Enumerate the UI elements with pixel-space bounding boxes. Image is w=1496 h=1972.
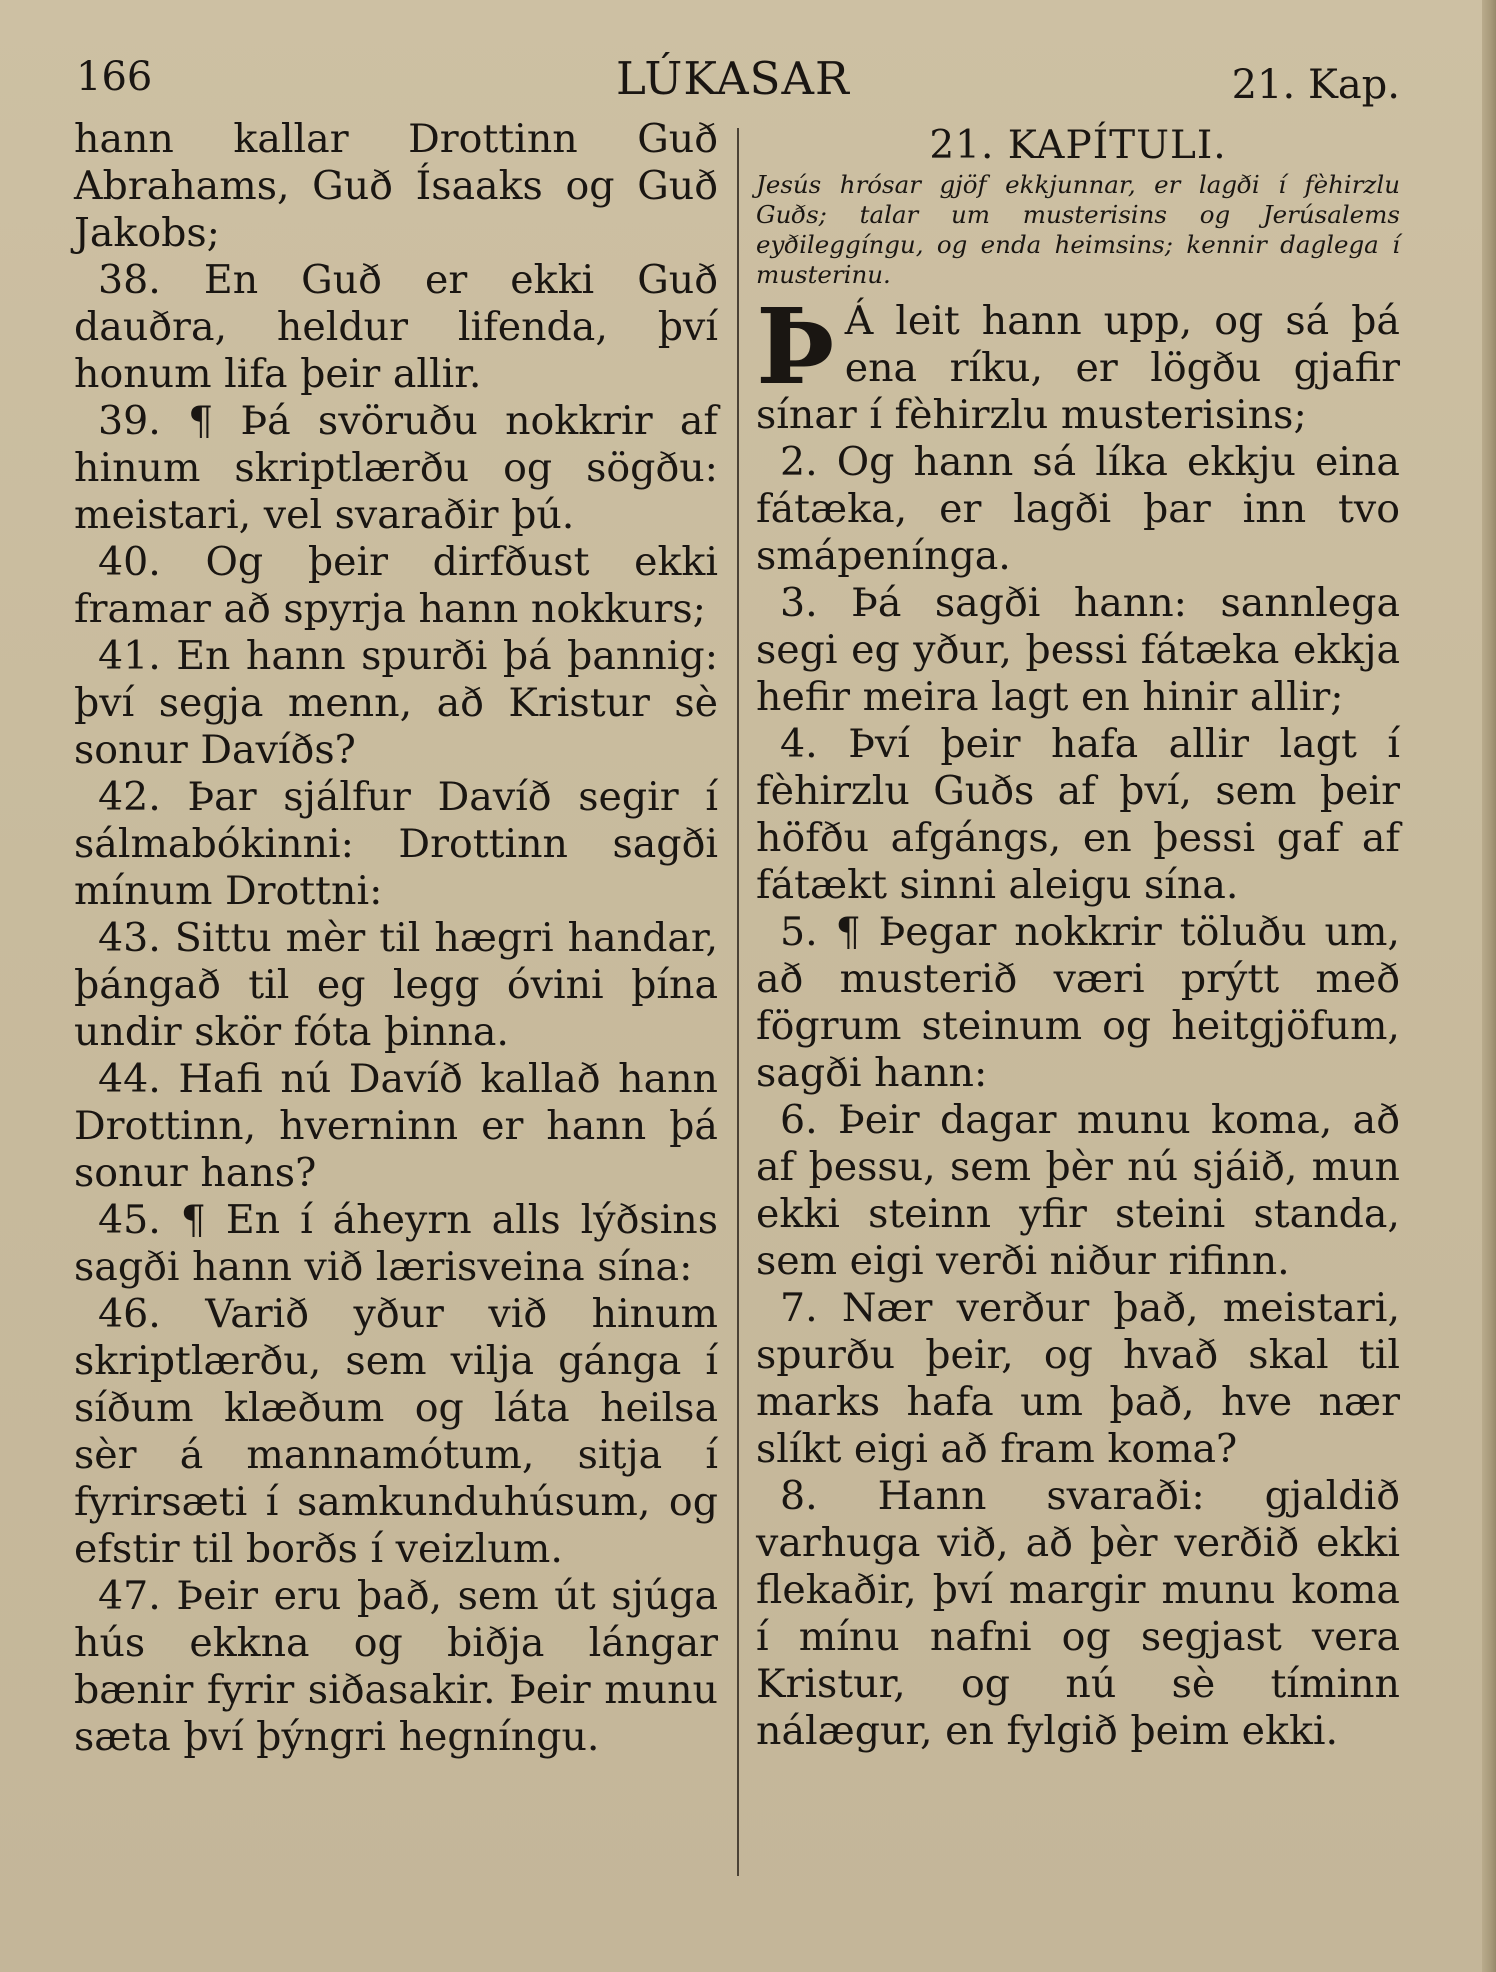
verse-2: 2. Og hann sá líka ekkju eina fátæka, er lagði þar inn tvo smápenínga. [756,439,1400,579]
verse-5: 5. ¶ Þegar nokkrir töluðu um, að musterið væri prýtt með fögrum steinum og heitgjöfum, sagði hann: [756,909,1400,1096]
verse-37-continuation: hann kallar Drottinn Guð Abrahams, Guð Ísaaks og Guð Jakobs; [74,116,718,256]
drop-cap: Þ [756,285,835,408]
page-edge [1482,0,1496,1972]
verse-39: 39. ¶ Þá svöruðu nokkrir af hinum skriptlærðu og sögðu: meistari, vel svaraðir þú. [74,398,718,538]
verse-1 [756,285,1400,439]
verse-45: 45. ¶ En í áheyrn alls lýðsins sagði hann við lærisveina sína: [74,1197,718,1290]
verse-3: 3. Þá sagði hann: sannlega segi eg yður, þessi fátæka ekkja hefir meira lagt en hinir allir; [756,580,1400,720]
chapter-summary: Jesús hrósar gjöf ekkjunnar, er lagði í fèhirzlu Guðs; talar um musterisins og Jerúsalems eyðileggíngu, og enda heimsins; kennir daglega í musterinu. [756,170,1400,289]
verse-1-text: Á leit hann upp, og sá þá ena ríku, er lögðu gjafir sínar í fèhirzlu musterisins; [756,298,1400,438]
right-column [756,116,1400,1755]
verse-44: 44. Hafi nú Davíð kallað hann Drottinn, hverninn er hann þá sonur hans? [74,1056,718,1196]
verse-8: 8. Hann svaraði: gjaldið varhuga við, að þèr verðið ekki flekaðir, því margir munu koma í mínu nafni og segjast vera Kristur, og nú sè tíminn nálægur, en fylgið þeim ekki. [756,1473,1400,1754]
verse-6: 6. Þeir dagar munu koma, að af þessu, sem þèr nú sjáið, mun ekki steinn yfir steini standa, sem eigi verði niður rifinn. [756,1097,1400,1284]
verse-46: 46. Varið yður við hinum skriptlærðu, sem vilja gánga í síðum klæðum og láta heilsa sèr á mannamótum, sitja í fyrirsæti í samkunduhúsum, og efstir til borðs í veizlum. [74,1291,718,1572]
verse-43: 43. Sittu mèr til hægri handar, þángað til eg legg óvini þína undir skör fóta þinna. [74,915,718,1055]
book-title: LÚKASAR [616,52,850,105]
verse-40: 40. Og þeir dirfðust ekki framar að spyrja hann nokkurs; [74,539,718,632]
running-header [76,48,1400,114]
verse-41: 41. En hann spurði þá þannig: því segja menn, að Kristur sè sonur Davíðs? [74,633,718,773]
verse-42: 42. Þar sjálfur Davíð segir í sálmabókinni: Drottinn sagði mínum Drottni: [74,774,718,914]
verse-7: 7. Nær verður það, meistari, spurðu þeir, og hvað skal til marks hafa um það, hve nær slíkt eigi að fram koma? [756,1285,1400,1472]
verse-38: 38. En Guð er ekki Guð dauðra, heldur lifenda, því honum lifa þeir allir. [74,257,718,397]
chapter-reference: 21. Kap. [1231,62,1400,108]
left-column [74,116,718,1761]
verse-4: 4. Því þeir hafa allir lagt í fèhirzlu Guðs af því, sem þeir höfðu afgángs, en þessi gaf af fátækt sinni aleigu sína. [756,721,1400,908]
page-number: 166 [76,54,153,100]
column-divider [737,128,739,1876]
verse-47: 47. Þeir eru það, sem út sjúga hús ekkna og biðja lángar bænir fyrir siðasakir. Þeir munu sæta því þýngri hegníngu. [74,1573,718,1760]
chapter-title: 21. KAPÍTULI. [929,123,1227,168]
